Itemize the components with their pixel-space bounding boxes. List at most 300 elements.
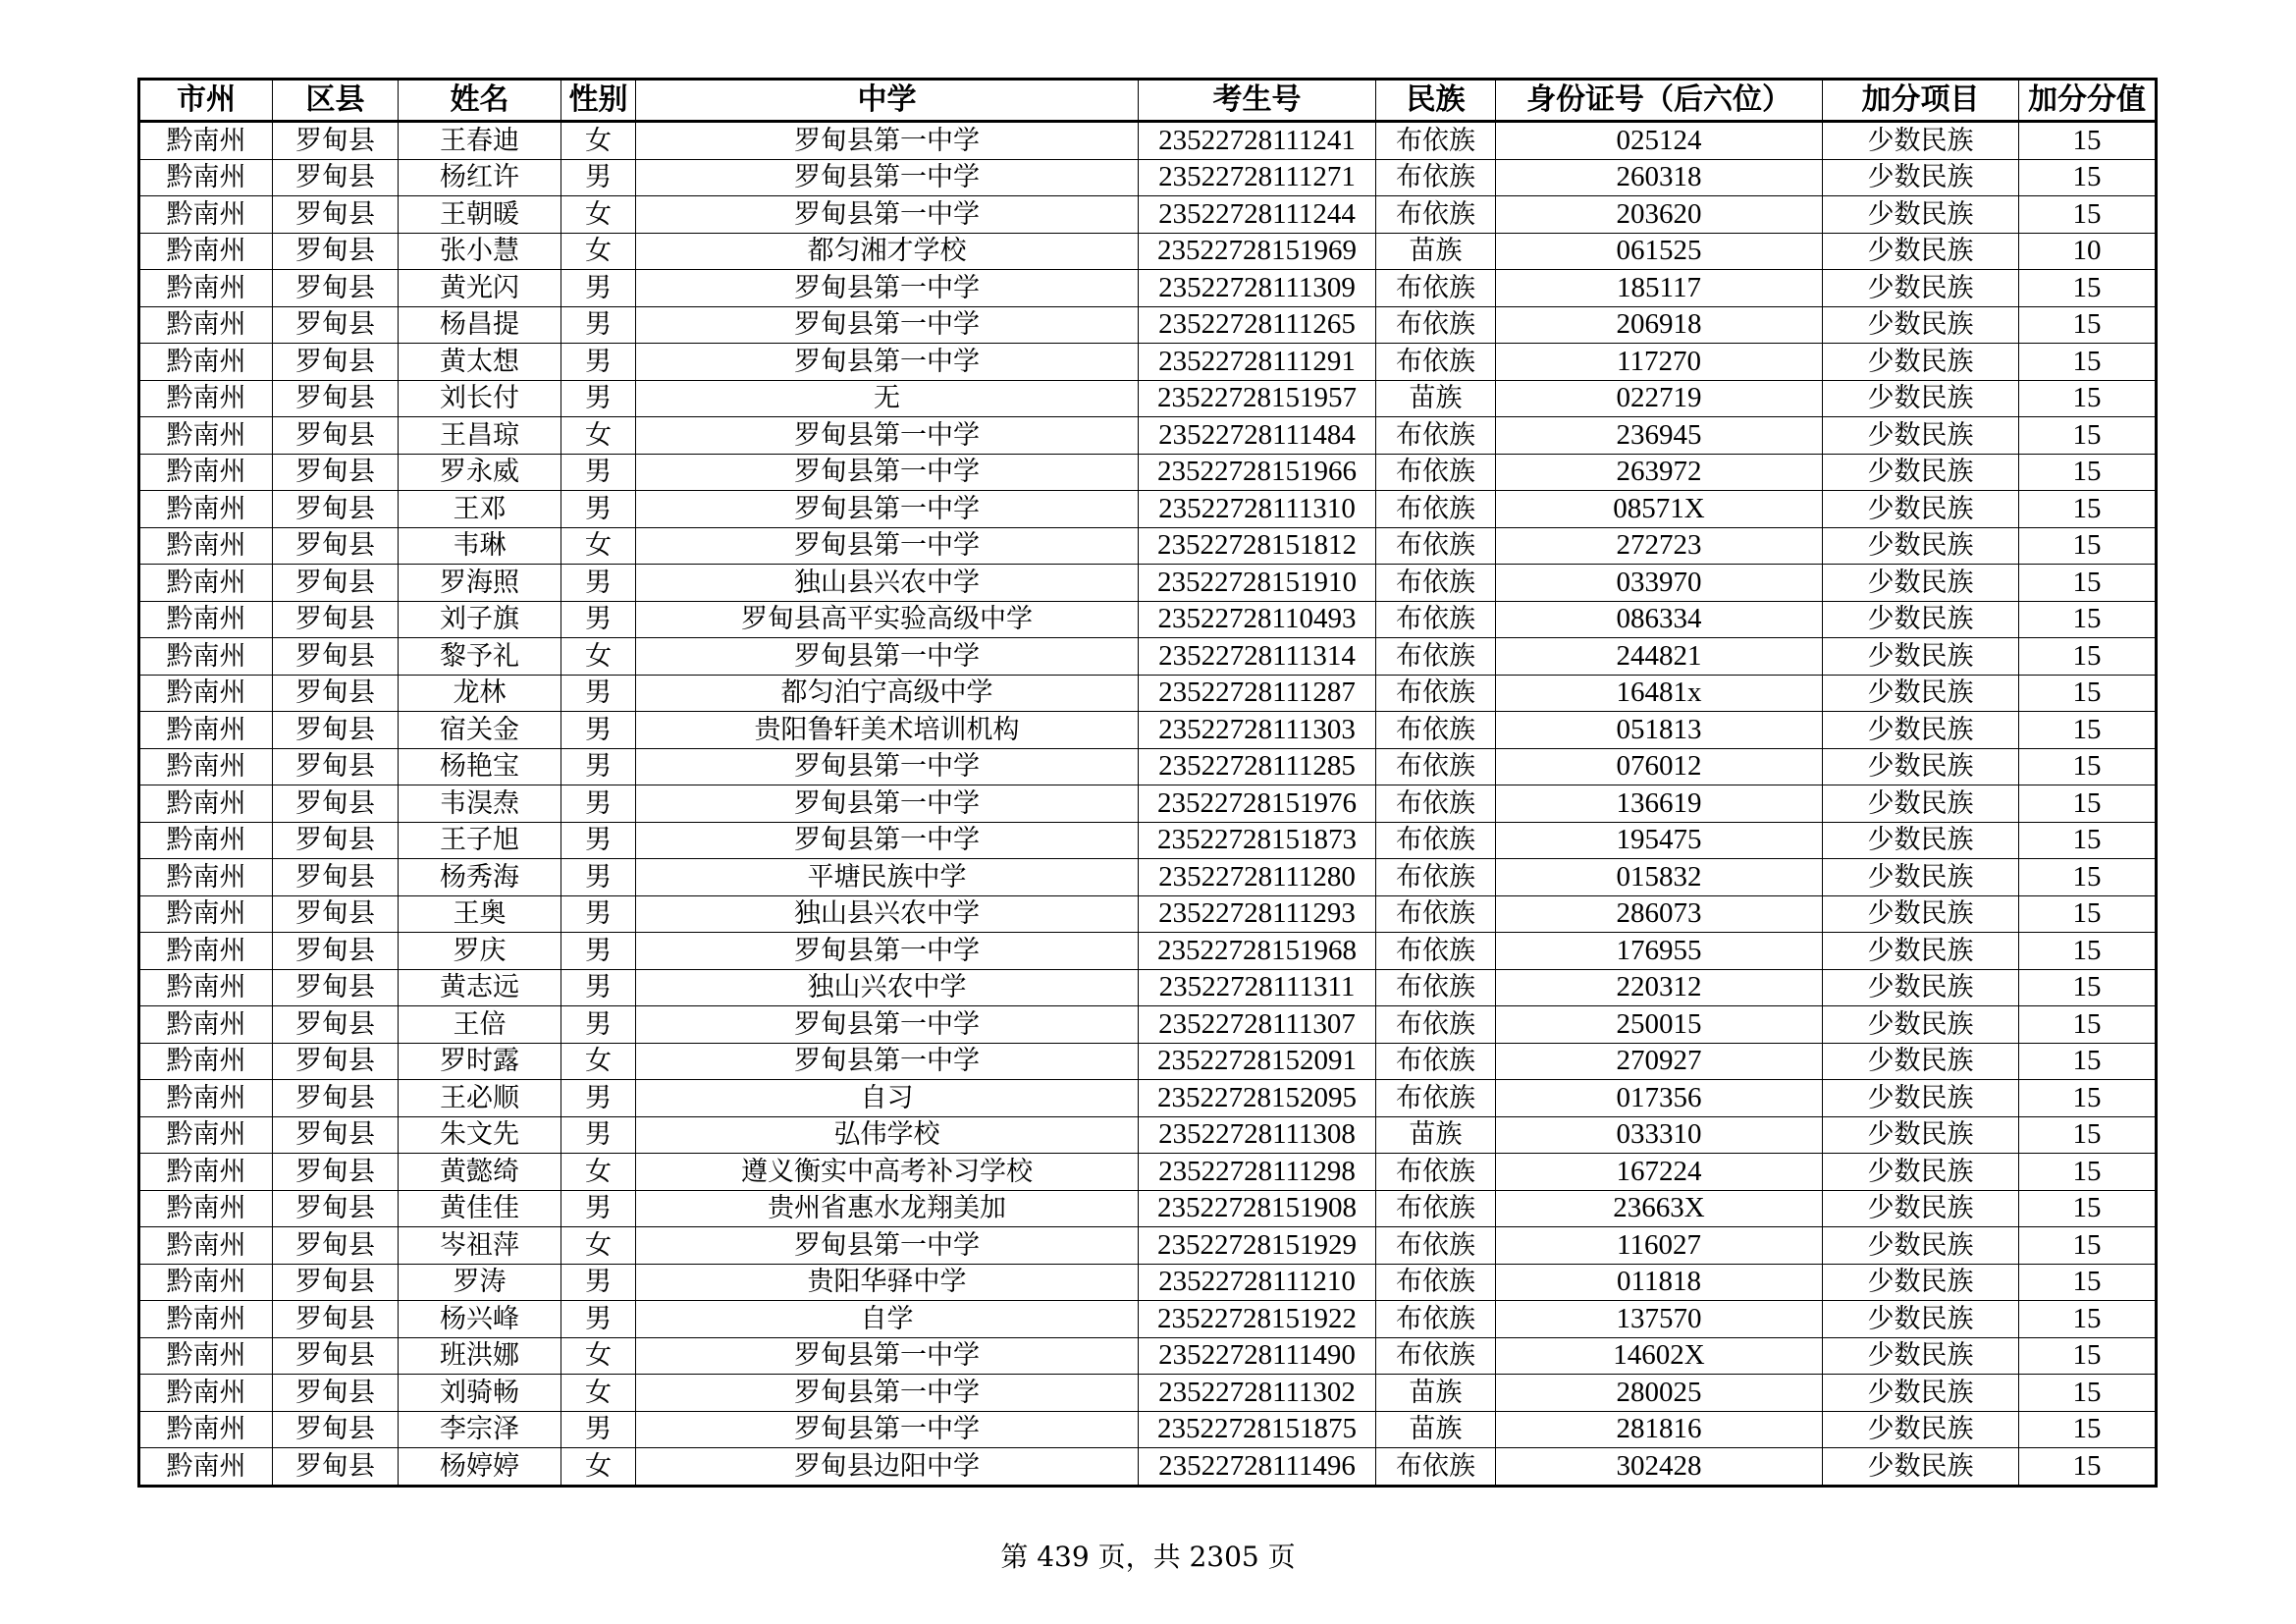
county-cell: 罗甸县 <box>273 748 399 785</box>
name-cell: 罗永威 <box>399 454 561 491</box>
ethnicity-cell: 布依族 <box>1376 785 1496 823</box>
name-cell: 罗时露 <box>399 1043 561 1080</box>
bonus-item-cell: 少数民族 <box>1823 748 2019 785</box>
bonus-item-cell: 少数民族 <box>1823 196 2019 234</box>
exam-number-column-header: 考生号 <box>1139 80 1376 122</box>
exam-number-cell: 23522728151969 <box>1139 233 1376 270</box>
bonus-score-cell: 15 <box>2019 1227 2157 1265</box>
exam-number-cell: 23522728111210 <box>1139 1264 1376 1301</box>
bonus-item-cell: 少数民族 <box>1823 933 2019 970</box>
ethnicity-cell: 苗族 <box>1376 1411 1496 1448</box>
exam-number-cell: 23522728110493 <box>1139 601 1376 638</box>
school-cell: 贵阳鲁轩美术培训机构 <box>636 712 1139 749</box>
id-suffix-cell: 236945 <box>1496 417 1823 455</box>
county-cell: 罗甸县 <box>273 1080 399 1117</box>
county-cell: 罗甸县 <box>273 859 399 896</box>
county-cell: 罗甸县 <box>273 454 399 491</box>
county-cell: 罗甸县 <box>273 1227 399 1265</box>
ethnicity-cell: 布依族 <box>1376 1301 1496 1338</box>
name-cell: 龙林 <box>399 675 561 712</box>
id-suffix-cell: 167224 <box>1496 1154 1823 1191</box>
gender-cell: 男 <box>561 859 636 896</box>
school-cell: 都匀泊宁高级中学 <box>636 675 1139 712</box>
gender-cell: 女 <box>561 1448 636 1487</box>
county-cell: 罗甸县 <box>273 527 399 565</box>
bonus-score-cell: 15 <box>2019 859 2157 896</box>
id-suffix-cell: 08571X <box>1496 491 1823 528</box>
county-cell: 罗甸县 <box>273 1154 399 1191</box>
gender-cell: 男 <box>561 933 636 970</box>
county-cell: 罗甸县 <box>273 565 399 602</box>
bonus-score-cell: 15 <box>2019 1006 2157 1044</box>
exam-number-cell: 23522728111241 <box>1139 122 1376 160</box>
exam-number-cell: 23522728151812 <box>1139 527 1376 565</box>
bonus-score-cell: 15 <box>2019 196 2157 234</box>
school-cell: 罗甸县第一中学 <box>636 491 1139 528</box>
city-cell: 黔南州 <box>139 1227 273 1265</box>
table-row <box>139 785 2157 823</box>
bonus-item-cell: 少数民族 <box>1823 1448 2019 1487</box>
city-cell: 黔南州 <box>139 417 273 455</box>
id-suffix-cell: 185117 <box>1496 270 1823 307</box>
id-suffix-cell: 011818 <box>1496 1264 1823 1301</box>
city-cell: 黔南州 <box>139 233 273 270</box>
county-cell: 罗甸县 <box>273 1264 399 1301</box>
name-cell: 黄光闪 <box>399 270 561 307</box>
name-column-header: 姓名 <box>399 80 561 122</box>
ethnicity-cell: 布依族 <box>1376 1043 1496 1080</box>
id-suffix-cell: 270927 <box>1496 1043 1823 1080</box>
gender-cell: 男 <box>561 712 636 749</box>
bonus-score-cell: 15 <box>2019 1154 2157 1191</box>
id-suffix-column-header: 身份证号（后六位） <box>1496 80 1823 122</box>
bonus-item-cell: 少数民族 <box>1823 1301 2019 1338</box>
school-cell: 独山县兴农中学 <box>636 895 1139 933</box>
exam-number-cell: 23522728152091 <box>1139 1043 1376 1080</box>
gender-cell: 男 <box>561 748 636 785</box>
gender-cell: 女 <box>561 1154 636 1191</box>
county-cell: 罗甸县 <box>273 270 399 307</box>
bonus-item-cell: 少数民族 <box>1823 1043 2019 1080</box>
county-cell: 罗甸县 <box>273 233 399 270</box>
table-row <box>139 859 2157 896</box>
exam-number-cell: 23522728151976 <box>1139 785 1376 823</box>
bonus-item-cell: 少数民族 <box>1823 380 2019 417</box>
bonus-item-cell: 少数民族 <box>1823 565 2019 602</box>
bonus-score-cell: 15 <box>2019 933 2157 970</box>
page-footer: 第 439 页，共 2305 页 <box>1000 1541 1296 1573</box>
gender-cell: 男 <box>561 491 636 528</box>
exam-number-cell: 23522728111285 <box>1139 748 1376 785</box>
county-cell: 罗甸县 <box>273 1006 399 1044</box>
id-suffix-cell: 272723 <box>1496 527 1823 565</box>
name-cell: 朱文先 <box>399 1116 561 1154</box>
bonus-score-cell: 15 <box>2019 380 2157 417</box>
gender-cell: 男 <box>561 1006 636 1044</box>
school-cell: 平塘民族中学 <box>636 859 1139 896</box>
ethnicity-cell: 布依族 <box>1376 417 1496 455</box>
gender-cell: 男 <box>561 675 636 712</box>
name-cell: 杨昌提 <box>399 306 561 344</box>
bonus-score-cell: 15 <box>2019 565 2157 602</box>
school-cell: 罗甸县第一中学 <box>636 933 1139 970</box>
ethnicity-cell: 布依族 <box>1376 969 1496 1006</box>
id-suffix-cell: 117270 <box>1496 344 1823 381</box>
school-cell: 弘伟学校 <box>636 1116 1139 1154</box>
table-row <box>139 454 2157 491</box>
exam-number-cell: 23522728111302 <box>1139 1375 1376 1412</box>
bonus-item-cell: 少数民族 <box>1823 159 2019 196</box>
table-row <box>139 1190 2157 1227</box>
bonus-item-cell: 少数民族 <box>1823 969 2019 1006</box>
bonus-item-cell: 少数民族 <box>1823 1006 2019 1044</box>
city-cell: 黔南州 <box>139 1080 273 1117</box>
city-cell: 黔南州 <box>139 1116 273 1154</box>
name-cell: 王春迪 <box>399 122 561 160</box>
name-cell: 杨婷婷 <box>399 1448 561 1487</box>
ethnicity-cell: 布依族 <box>1376 601 1496 638</box>
bonus-score-cell: 15 <box>2019 417 2157 455</box>
gender-cell: 男 <box>561 1190 636 1227</box>
school-cell: 贵州省惠水龙翔美加 <box>636 1190 1139 1227</box>
ethnicity-cell: 布依族 <box>1376 1080 1496 1117</box>
name-cell: 班洪娜 <box>399 1337 561 1375</box>
table-row <box>139 1006 2157 1044</box>
ethnicity-cell: 布依族 <box>1376 895 1496 933</box>
county-cell: 罗甸县 <box>273 380 399 417</box>
city-cell: 黔南州 <box>139 748 273 785</box>
bonus-item-cell: 少数民族 <box>1823 1154 2019 1191</box>
school-cell: 罗甸县第一中学 <box>636 1375 1139 1412</box>
county-cell: 罗甸县 <box>273 675 399 712</box>
bonus-score-cell: 15 <box>2019 491 2157 528</box>
table-row <box>139 638 2157 676</box>
ethnicity-cell: 布依族 <box>1376 344 1496 381</box>
exam-number-cell: 23522728111490 <box>1139 1337 1376 1375</box>
id-suffix-cell: 281816 <box>1496 1411 1823 1448</box>
county-cell: 罗甸县 <box>273 491 399 528</box>
county-cell: 罗甸县 <box>273 159 399 196</box>
exam-number-cell: 23522728111311 <box>1139 969 1376 1006</box>
table-row <box>139 344 2157 381</box>
gender-cell: 女 <box>561 527 636 565</box>
table-row <box>139 270 2157 307</box>
gender-cell: 女 <box>561 638 636 676</box>
bonus-score-cell: 15 <box>2019 527 2157 565</box>
exam-number-cell: 23522728151957 <box>1139 380 1376 417</box>
school-cell: 罗甸县高平实验高级中学 <box>636 601 1139 638</box>
school-cell: 罗甸县第一中学 <box>636 527 1139 565</box>
exam-number-cell: 23522728111309 <box>1139 270 1376 307</box>
county-cell: 罗甸县 <box>273 122 399 160</box>
ethnicity-cell: 布依族 <box>1376 933 1496 970</box>
table-row <box>139 1301 2157 1338</box>
bonus-score-cell: 15 <box>2019 1264 2157 1301</box>
name-cell: 王奥 <box>399 895 561 933</box>
school-cell: 罗甸县第一中学 <box>636 1006 1139 1044</box>
city-cell: 黔南州 <box>139 859 273 896</box>
table-row <box>139 933 2157 970</box>
id-suffix-cell: 286073 <box>1496 895 1823 933</box>
county-cell: 罗甸县 <box>273 822 399 859</box>
bonus-score-column-header: 加分分值 <box>2019 80 2157 122</box>
exam-number-cell: 23522728111291 <box>1139 344 1376 381</box>
name-cell: 黄志远 <box>399 969 561 1006</box>
ethnicity-cell: 布依族 <box>1376 1264 1496 1301</box>
bonus-item-cell: 少数民族 <box>1823 1337 2019 1375</box>
city-cell: 黔南州 <box>139 122 273 160</box>
table-row <box>139 306 2157 344</box>
table-row <box>139 233 2157 270</box>
id-suffix-cell: 015832 <box>1496 859 1823 896</box>
exam-number-cell: 23522728111310 <box>1139 491 1376 528</box>
exam-number-cell: 23522728151922 <box>1139 1301 1376 1338</box>
gender-cell: 男 <box>561 895 636 933</box>
ethnicity-cell: 布依族 <box>1376 748 1496 785</box>
gender-cell: 女 <box>561 122 636 160</box>
gender-cell: 女 <box>561 1337 636 1375</box>
ethnicity-cell: 布依族 <box>1376 675 1496 712</box>
city-cell: 黔南州 <box>139 601 273 638</box>
bonus-score-cell: 15 <box>2019 1337 2157 1375</box>
bonus-score-cell: 15 <box>2019 1448 2157 1487</box>
city-cell: 黔南州 <box>139 159 273 196</box>
gender-cell: 女 <box>561 1227 636 1265</box>
city-cell: 黔南州 <box>139 270 273 307</box>
bonus-item-cell: 少数民族 <box>1823 270 2019 307</box>
id-suffix-cell: 116027 <box>1496 1227 1823 1265</box>
table-row <box>139 712 2157 749</box>
table-row <box>139 895 2157 933</box>
school-column-header: 中学 <box>636 80 1139 122</box>
county-cell: 罗甸县 <box>273 344 399 381</box>
city-cell: 黔南州 <box>139 1190 273 1227</box>
bonus-item-cell: 少数民族 <box>1823 1116 2019 1154</box>
exam-number-cell: 23522728111287 <box>1139 675 1376 712</box>
school-cell: 自习 <box>636 1080 1139 1117</box>
bonus-score-cell: 15 <box>2019 785 2157 823</box>
ethnicity-cell: 布依族 <box>1376 527 1496 565</box>
bonus-score-cell: 15 <box>2019 675 2157 712</box>
county-cell: 罗甸县 <box>273 1411 399 1448</box>
gender-cell: 男 <box>561 1116 636 1154</box>
city-cell: 黔南州 <box>139 785 273 823</box>
exam-number-cell: 23522728111303 <box>1139 712 1376 749</box>
bonus-item-cell: 少数民族 <box>1823 638 2019 676</box>
name-cell: 黄佳佳 <box>399 1190 561 1227</box>
name-cell: 刘骑畅 <box>399 1375 561 1412</box>
bonus-item-cell: 少数民族 <box>1823 417 2019 455</box>
ethnicity-cell: 布依族 <box>1376 822 1496 859</box>
name-cell: 黄太想 <box>399 344 561 381</box>
school-cell: 罗甸县边阳中学 <box>636 1448 1139 1487</box>
school-cell: 罗甸县第一中学 <box>636 1337 1139 1375</box>
exam-number-cell: 23522728152095 <box>1139 1080 1376 1117</box>
table-row <box>139 527 2157 565</box>
bonus-score-cell: 15 <box>2019 122 2157 160</box>
id-suffix-cell: 086334 <box>1496 601 1823 638</box>
bonus-score-cell: 15 <box>2019 159 2157 196</box>
ethnicity-cell: 布依族 <box>1376 491 1496 528</box>
school-cell: 都匀湘才学校 <box>636 233 1139 270</box>
bonus-item-column-header: 加分项目 <box>1823 80 2019 122</box>
school-cell: 独山兴农中学 <box>636 969 1139 1006</box>
table-row <box>139 417 2157 455</box>
county-cell: 罗甸县 <box>273 933 399 970</box>
ethnicity-cell: 布依族 <box>1376 270 1496 307</box>
name-cell: 杨艳宝 <box>399 748 561 785</box>
city-cell: 黔南州 <box>139 1337 273 1375</box>
name-cell: 黎予礼 <box>399 638 561 676</box>
ethnicity-cell: 苗族 <box>1376 1375 1496 1412</box>
school-cell: 罗甸县第一中学 <box>636 306 1139 344</box>
school-cell: 罗甸县第一中学 <box>636 748 1139 785</box>
id-suffix-cell: 302428 <box>1496 1448 1823 1487</box>
exam-number-cell: 23522728111271 <box>1139 159 1376 196</box>
gender-cell: 男 <box>561 1080 636 1117</box>
bonus-score-cell: 15 <box>2019 1301 2157 1338</box>
bonus-item-cell: 少数民族 <box>1823 822 2019 859</box>
bonus-score-cell: 15 <box>2019 638 2157 676</box>
id-suffix-cell: 203620 <box>1496 196 1823 234</box>
gender-cell: 男 <box>561 344 636 381</box>
exam-number-cell: 23522728111484 <box>1139 417 1376 455</box>
city-cell: 黔南州 <box>139 1154 273 1191</box>
name-cell: 杨兴峰 <box>399 1301 561 1338</box>
school-cell: 遵义衡实中高考补习学校 <box>636 1154 1139 1191</box>
exam-number-cell: 23522728111307 <box>1139 1006 1376 1044</box>
ethnicity-cell: 布依族 <box>1376 159 1496 196</box>
exam-number-cell: 23522728111308 <box>1139 1116 1376 1154</box>
id-suffix-cell: 263972 <box>1496 454 1823 491</box>
bonus-item-cell: 少数民族 <box>1823 344 2019 381</box>
city-cell: 黔南州 <box>139 380 273 417</box>
bonus-score-cell: 15 <box>2019 1411 2157 1448</box>
school-cell: 罗甸县第一中学 <box>636 122 1139 160</box>
exam-number-cell: 23522728111293 <box>1139 895 1376 933</box>
id-suffix-cell: 025124 <box>1496 122 1823 160</box>
name-cell: 韦琳 <box>399 527 561 565</box>
city-cell: 黔南州 <box>139 1448 273 1487</box>
ethnicity-cell: 苗族 <box>1376 1116 1496 1154</box>
bonus-item-cell: 少数民族 <box>1823 454 2019 491</box>
city-cell: 黔南州 <box>139 895 273 933</box>
bonus-item-cell: 少数民族 <box>1823 1227 2019 1265</box>
exam-number-cell: 23522728111244 <box>1139 196 1376 234</box>
city-cell: 黔南州 <box>139 196 273 234</box>
ethnicity-cell: 布依族 <box>1376 1006 1496 1044</box>
county-cell: 罗甸县 <box>273 895 399 933</box>
exam-number-cell: 23522728151908 <box>1139 1190 1376 1227</box>
school-cell: 贵阳华驿中学 <box>636 1264 1139 1301</box>
bonus-item-cell: 少数民族 <box>1823 675 2019 712</box>
bonus-score-cell: 15 <box>2019 1190 2157 1227</box>
bonus-item-cell: 少数民族 <box>1823 895 2019 933</box>
exam-number-cell: 23522728111298 <box>1139 1154 1376 1191</box>
city-cell: 黔南州 <box>139 1006 273 1044</box>
city-cell: 黔南州 <box>139 969 273 1006</box>
gender-cell: 男 <box>561 270 636 307</box>
city-cell: 黔南州 <box>139 565 273 602</box>
id-suffix-cell: 176955 <box>1496 933 1823 970</box>
bonus-score-cell: 15 <box>2019 969 2157 1006</box>
bonus-score-cell: 15 <box>2019 601 2157 638</box>
county-cell: 罗甸县 <box>273 1448 399 1487</box>
school-cell: 罗甸县第一中学 <box>636 1411 1139 1448</box>
name-cell: 王子旭 <box>399 822 561 859</box>
bonus-item-cell: 少数民族 <box>1823 122 2019 160</box>
ethnicity-cell: 布依族 <box>1376 122 1496 160</box>
county-cell: 罗甸县 <box>273 1301 399 1338</box>
county-cell: 罗甸县 <box>273 969 399 1006</box>
id-suffix-cell: 23663X <box>1496 1190 1823 1227</box>
table-body <box>139 122 2157 1487</box>
bonus-item-cell: 少数民族 <box>1823 1264 2019 1301</box>
name-cell: 罗庆 <box>399 933 561 970</box>
id-suffix-cell: 16481x <box>1496 675 1823 712</box>
county-cell: 罗甸县 <box>273 1337 399 1375</box>
name-cell: 王邓 <box>399 491 561 528</box>
school-cell: 罗甸县第一中学 <box>636 344 1139 381</box>
gender-cell: 男 <box>561 1264 636 1301</box>
city-cell: 黔南州 <box>139 638 273 676</box>
gender-cell: 男 <box>561 1411 636 1448</box>
county-cell: 罗甸县 <box>273 196 399 234</box>
ethnicity-cell: 布依族 <box>1376 859 1496 896</box>
gender-cell: 女 <box>561 417 636 455</box>
table-row <box>139 1264 2157 1301</box>
bonus-score-cell: 15 <box>2019 1043 2157 1080</box>
ethnicity-cell: 布依族 <box>1376 306 1496 344</box>
city-cell: 黔南州 <box>139 344 273 381</box>
county-cell: 罗甸县 <box>273 417 399 455</box>
gender-cell: 男 <box>561 565 636 602</box>
bonus-score-cell: 15 <box>2019 270 2157 307</box>
city-cell: 黔南州 <box>139 454 273 491</box>
gender-column-header: 性别 <box>561 80 636 122</box>
table-row <box>139 969 2157 1006</box>
exam-number-cell: 23522728111496 <box>1139 1448 1376 1487</box>
gender-cell: 男 <box>561 969 636 1006</box>
name-cell: 罗涛 <box>399 1264 561 1301</box>
bonus-score-cell: 15 <box>2019 748 2157 785</box>
name-cell: 罗海照 <box>399 565 561 602</box>
table-row <box>139 748 2157 785</box>
ethnicity-cell: 布依族 <box>1376 1227 1496 1265</box>
table-row <box>139 1116 2157 1154</box>
ethnicity-cell: 布依族 <box>1376 454 1496 491</box>
gender-cell: 女 <box>561 196 636 234</box>
county-cell: 罗甸县 <box>273 1375 399 1412</box>
bonus-score-cell: 15 <box>2019 306 2157 344</box>
name-cell: 韦淏焘 <box>399 785 561 823</box>
city-cell: 黔南州 <box>139 1264 273 1301</box>
id-suffix-cell: 250015 <box>1496 1006 1823 1044</box>
header-row <box>139 80 2157 122</box>
name-cell: 王昌琼 <box>399 417 561 455</box>
county-cell: 罗甸县 <box>273 306 399 344</box>
name-cell: 王朝暖 <box>399 196 561 234</box>
bonus-score-cell: 15 <box>2019 344 2157 381</box>
exam-number-cell: 23522728151968 <box>1139 933 1376 970</box>
id-suffix-cell: 260318 <box>1496 159 1823 196</box>
student-bonus-table <box>137 78 2158 1488</box>
exam-number-cell: 23522728111265 <box>1139 306 1376 344</box>
bonus-score-cell: 15 <box>2019 895 2157 933</box>
school-cell: 罗甸县第一中学 <box>636 270 1139 307</box>
table-row <box>139 1227 2157 1265</box>
ethnicity-column-header: 民族 <box>1376 80 1496 122</box>
